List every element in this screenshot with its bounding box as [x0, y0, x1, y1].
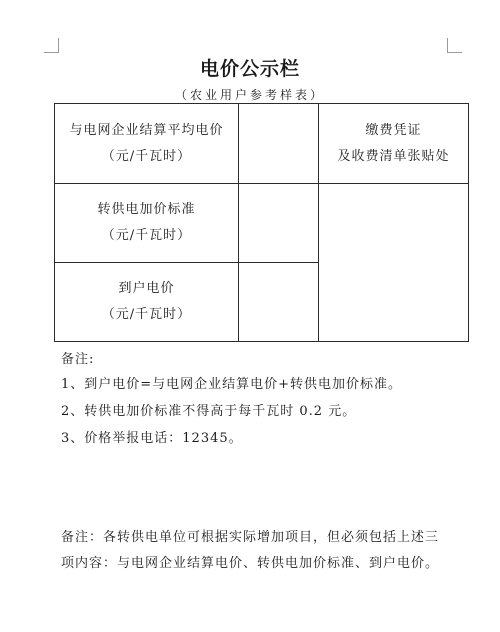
notes-heading: 备注:: [61, 352, 95, 367]
settlement-price-unit: （元/千瓦时）: [101, 148, 192, 164]
note-item: 3、价格举报电话：12345。: [61, 431, 243, 446]
table-cell-household-price-value: [239, 263, 318, 341]
table-cell-settlement-price-value: [239, 104, 318, 183]
settlement-price-label: 与电网企业结算平均电价: [69, 122, 224, 138]
page-subtitle: （农业用户参考样表）: [174, 88, 325, 102]
table-cell-receipt-area: [319, 104, 468, 183]
table-cell-settlement-price: [55, 104, 238, 183]
markup-standard-unit: （元/千瓦时）: [101, 228, 192, 243]
household-price-unit: （元/千瓦时）: [101, 307, 192, 322]
receipt-area-line2: 及收费清单张贴处: [337, 148, 450, 164]
table-border-right: [468, 103, 469, 342]
remark-paragraph: 备注：各转供电单位可根据实际增加项目，但必须包括上述三项内容：与电网企业结算电价、转供电加价标准、到户电价。: [61, 530, 440, 571]
page-title: 电价公示栏: [199, 58, 300, 80]
note-item: 1、到户电价=与电网企业结算电价+转供电加价标准。: [61, 377, 403, 392]
markup-standard-label: 转供电加价标准: [97, 202, 196, 217]
page-corner-mark-left: [44, 38, 59, 53]
page-corner-mark-right: [447, 38, 462, 53]
table-cell-markup-standard: [55, 184, 238, 262]
note-item: 2、转供电加价标准不得高于每千瓦时 0.2 元。: [61, 404, 357, 419]
receipt-area-line1: 缴费凭证: [365, 122, 422, 138]
table-cell-markup-standard-value: [239, 184, 318, 262]
table-border-bottom: [54, 341, 469, 342]
household-price-label: 到户电价: [118, 281, 175, 296]
table-cell-household-price: [55, 263, 238, 341]
